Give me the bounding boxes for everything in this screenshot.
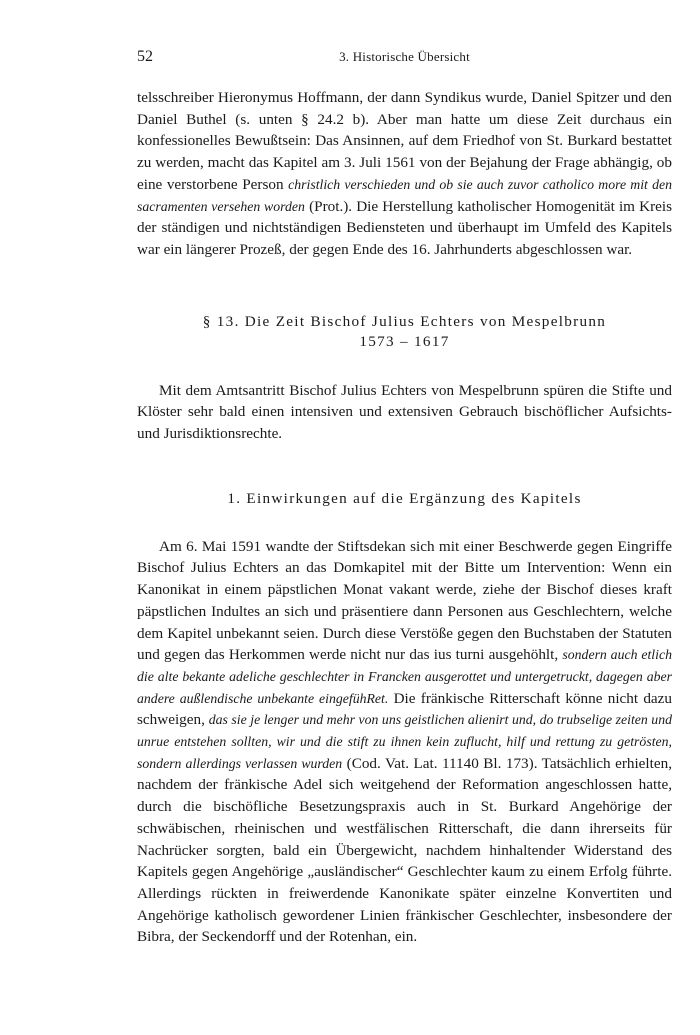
section-heading [137,312,672,352]
section-heading-line-1: § 13. Die Zeit Bischof Julius Echters von Mespelbrunn [202,312,607,330]
paragraph-1 [137,87,672,261]
paragraph-1-text-a: telsschreiber Hieronymus Hoffmann, der dann Syndikus wurde, Daniel Spitzer und den Daniel Buthel (s. unten § 24.2 b). Aber man hatte um diese Zeit durchaus ein konfessionelles Bewußtsein: Das Ansinnen, auf dem Friedhof von St. Burkard bestattet zu werden, macht das Kapitel am 3. Juli 1561 von der Bejahung der Frage abhängig, ob eine verstorbene Person [137,89,672,193]
running-head [137,48,672,70]
paragraph-1-quote: christlich verschieden und ob sie auch zuvor catholico more mit den sacramenten versehen worden [137,176,672,214]
paragraph-3-text-b: Die fränkische Ritterschaft könne nicht dazu schweigen, [137,689,673,729]
running-title: 3. Historische Übersicht [339,49,470,64]
paragraph-3-text-a: Am 6. Mai 1591 wandte der Stiftsdekan sich mit einer Beschwerde gegen Eingriffe Bischof Julius Echters an das Domkapitel mit der Bitte um Intervention: Wenn ein Kanonikat in einem päpstlichen Monat vakant werde, ziehe der Bischof dieses kraft päpstlichen Indultes an sich und präsentiere dann Personen aus Geschlechtern, welche dem Kapitel unbekannt seien. Durch diese Verstöße gegen den Buchstaben der Statuten und gegen das Herkommen werde nicht nur das ius turni ausgehöhlt, [137,537,672,664]
page [137,48,672,948]
section-heading-line-2: 1573 – 1617 [359,332,450,350]
paragraph-3-quote-2: das sie je lenger und mehr von uns geistlichen alienirt und, do trubselige zeiten und unrue entstehen sollten, wir und die stift zu ihnen kein zuflucht, hilf und rettung zu getrösten, sondern allerdings verlassen wurden [137,712,672,771]
paragraph-3-quote-1: sondern auch etlich die alte bekante adeliche geschlechter in Francken ausgerottet und untergetruckt, dagegen aber andere außlendische unbekante eingefühRet. [137,647,672,706]
paragraph-3 [137,536,672,948]
subsection-heading: 1. Einwirkungen auf die Ergänzung des Kapitels [227,489,582,507]
page-number: 52 [137,48,153,65]
paragraph-3-text-c: (Cod. Vat. Lat. 11140 Bl. 173). Tatsächlich erhielten, nachdem der fränkische Adel sich weitgehend der Reformation angeschlossen hatte, durch die bischöfliche Besetzungspraxis auch in St. Burkard Angehörige der schwäbischen, rheinischen und westfälischen Ritterschaft, die dann ihrerseits für Nachrücker sorgten, bald ein Übergewicht, nachdem hinhaltender Widerstand des Kapitels gegen Angehörige „ausländischer“ Geschlechter kaum zu einem Erfolg führte. Allerdings rückten in freiwerdende Kanonikate später einzelne Konvertiten und Angehörige katholisch gewordener Linien fränkischer Geschlechter, insbesondere der Bibra, der Seckendorff und der Rotenhan, ein. [137,754,672,946]
paragraph-1-text-b: (Prot.). Die Herstellung katholischer Homogenität im Kreis der ständigen und nichtständigen Bediensteten und überhaupt im Umfeld des Kapitels war ein längerer Prozeß, der gegen Ende des 16. Jahrhunderts abgeschlossen war. [137,197,673,258]
paragraph-2: Mit dem Amtsantritt Bischof Julius Echters von Mespelbrunn spüren die Stifte und Klöster sehr bald einen intensiven und extensiven Gebrauch bischöflicher Aufsichts- und Jurisdiktionsrechte. [137,381,672,443]
